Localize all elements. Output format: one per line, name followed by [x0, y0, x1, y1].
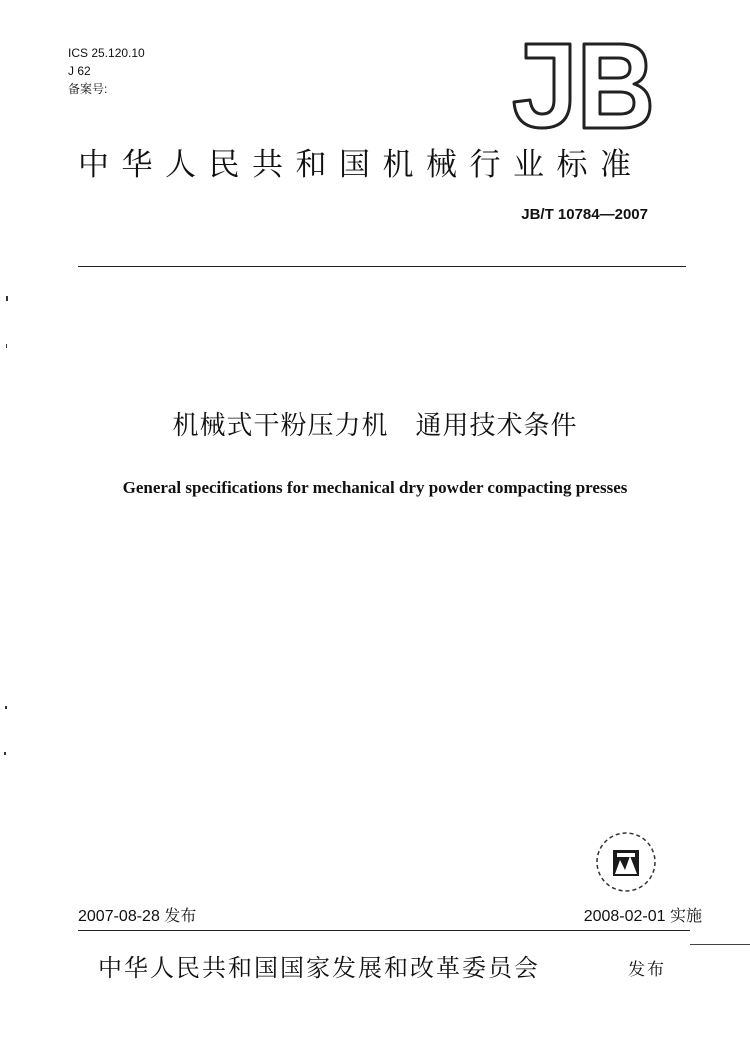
- scan-speck: [4, 752, 6, 755]
- document-title-zh: 机械式干粉压力机 通用技术条件: [172, 411, 578, 441]
- issuing-authority: 中华人民共和国国家发展和改革委员会: [98, 954, 540, 982]
- document-title-en: General specifications for mechanical dry powder compacting presses: [122, 478, 628, 497]
- issuing-action: 发布: [628, 960, 666, 980]
- footer-divider: [78, 930, 690, 931]
- issue-date: 2007-08-28 发布: [78, 908, 197, 925]
- classification-code: J 62: [68, 64, 91, 78]
- scan-speck: [6, 296, 8, 301]
- standard-category: 中华人民共和国机械行业标准: [78, 147, 644, 183]
- scan-speck: [6, 344, 7, 348]
- standard-number: JB/T 10784—2007: [521, 206, 648, 223]
- publisher-seal-icon: [593, 830, 659, 894]
- implementation-date: 2008-02-01 实施: [583, 908, 702, 925]
- header-divider: [78, 266, 686, 267]
- footer-divider-extension: [690, 944, 750, 945]
- ics-code: ICS 25.120.10: [68, 46, 145, 60]
- record-number-label: 备案号:: [68, 82, 108, 96]
- scan-speck: [5, 706, 7, 709]
- jb-logo: [508, 36, 658, 136]
